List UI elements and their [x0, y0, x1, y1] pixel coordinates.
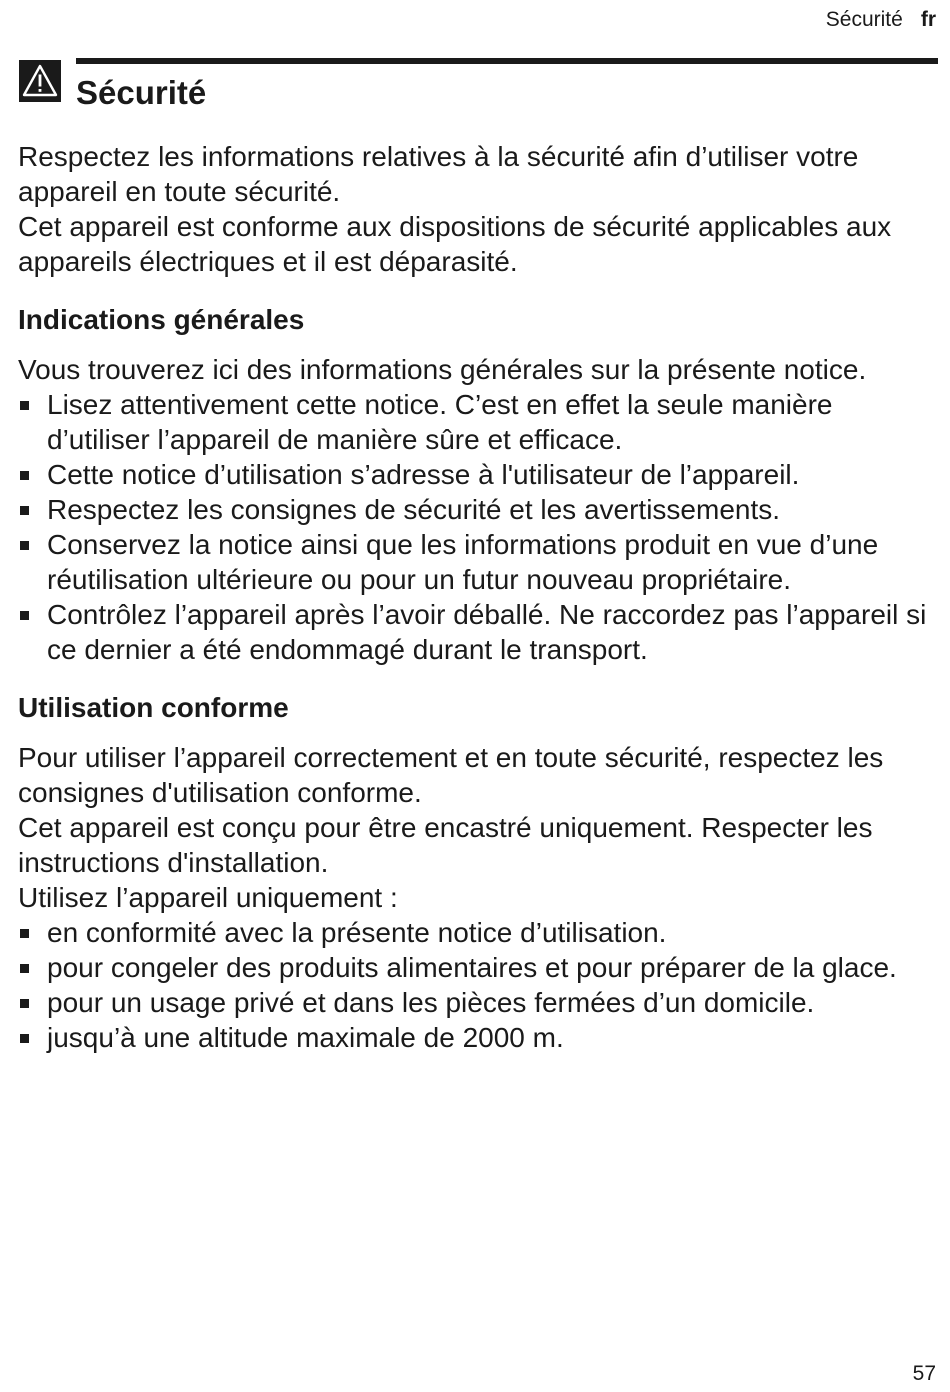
general-list — [18, 387, 940, 667]
list-item: pour un usage privé et dans les pièces fermées d’un domicile. — [18, 985, 940, 1020]
list-item: jusqu’à une altitude maximale de 2000 m. — [18, 1020, 940, 1055]
running-header — [826, 8, 936, 32]
general-paragraph: Vous trouverez ici des informations générales sur la présente notice. — [18, 354, 867, 385]
intro-paragraph: Respectez les informations relatives à la sécurité afin d’utiliser votre appareil en toute sécurité. — [18, 141, 859, 207]
heading-intended-use: Utilisation conforme — [18, 692, 289, 723]
list-item: Respectez les consignes de sécurité et les avertissements. — [18, 492, 940, 527]
heading-general-indications: Indications générales — [18, 304, 305, 335]
list-item: Conservez la notice ainsi que les informations produit en vue d’une réutilisation ultérieure ou pour un futur nouveau propriétaire. — [18, 527, 940, 597]
usage-paragraph: Utilisez l’appareil uniquement : — [18, 882, 398, 913]
list-item: pour congeler des produits alimentaires et pour préparer de la glace. — [18, 950, 940, 985]
usage-paragraph: Pour utiliser l’appareil correctement et en toute sécurité, respectez les consignes d'utilisation conforme. — [18, 742, 884, 808]
running-header-language: fr — [920, 8, 936, 31]
list-item: Lisez attentivement cette notice. C’est en effet la seule manière d’utiliser l’appareil de manière sûre et efficace. — [18, 387, 940, 457]
intro-paragraph: Cet appareil est conforme aux dispositions de sécurité applicables aux appareils électriques et il est déparasité. — [18, 211, 892, 277]
usage-list — [18, 915, 940, 1055]
usage-paragraph: Cet appareil est conçu pour être encastré uniquement. Respecter les instructions d'installation. — [18, 812, 873, 878]
page-title: Sécurité — [76, 74, 207, 111]
list-item: Cette notice d’utilisation s’adresse à l'utilisateur de l’appareil. — [18, 457, 940, 492]
page-number: 57 — [912, 1362, 936, 1385]
running-header-section: Sécurité — [825, 8, 903, 31]
list-item: en conformité avec la présente notice d’utilisation. — [18, 915, 940, 950]
main-content — [18, 139, 940, 1055]
list-item: Contrôlez l’appareil après l’avoir déballé. Ne raccordez pas l’appareil si ce dernier a été endommagé durant le transport. — [18, 597, 940, 667]
title-rule — [76, 58, 938, 64]
warning-triangle-icon — [19, 60, 61, 102]
